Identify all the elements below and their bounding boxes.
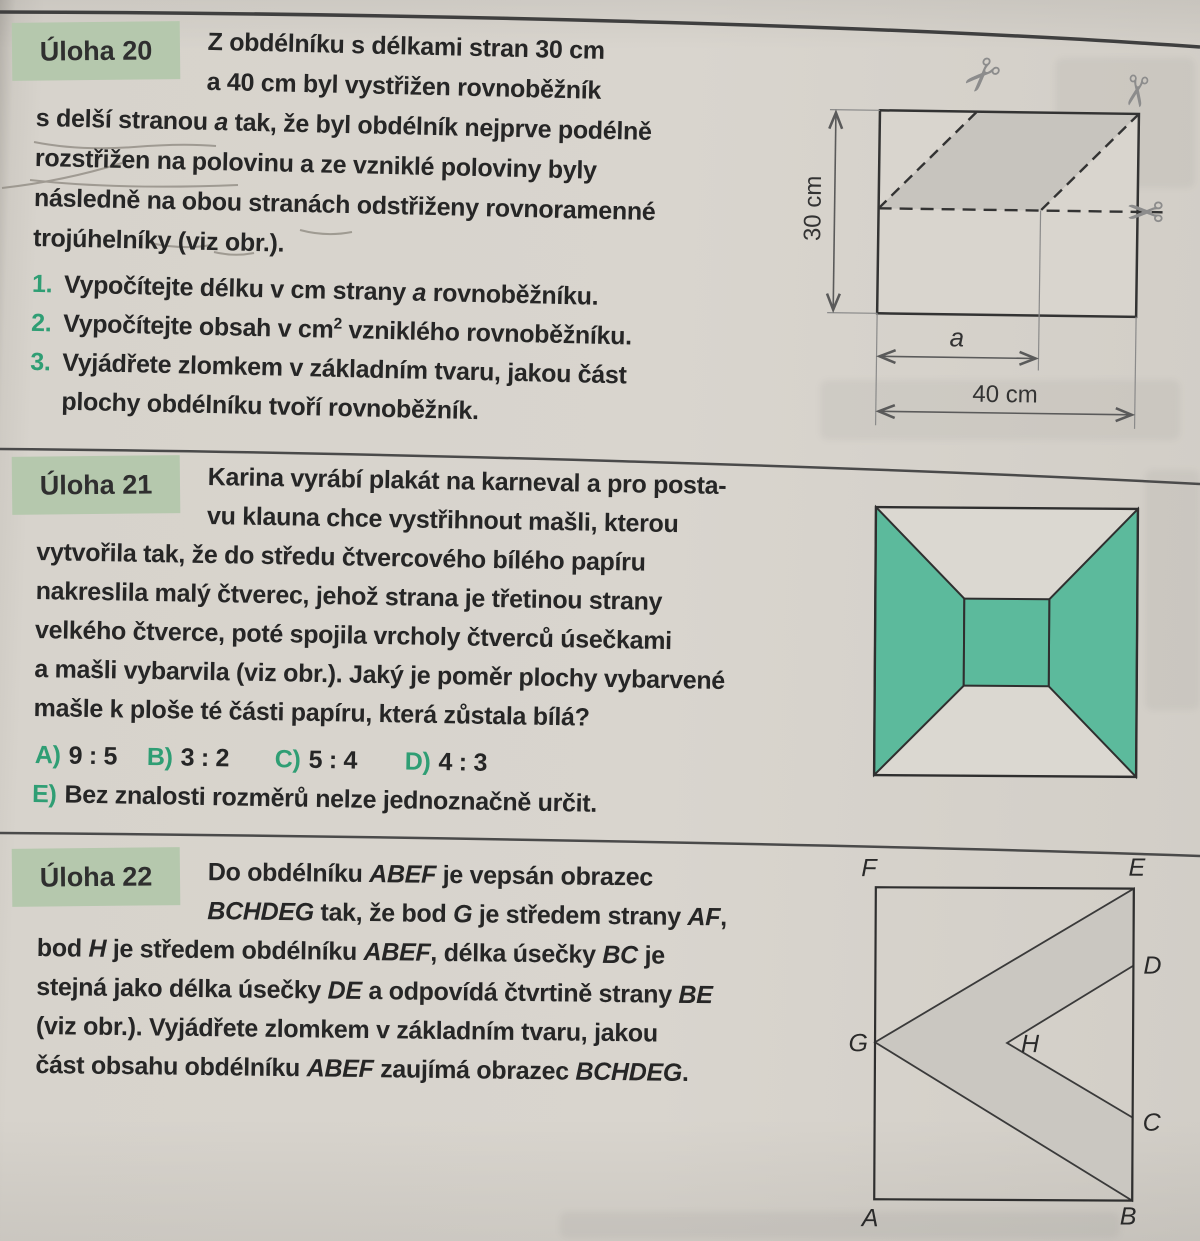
task21-line: mašle k ploše té části papíru, která zůstala bílá?	[33, 693, 590, 732]
task22-figure	[839, 854, 1200, 1241]
abef-diagram	[839, 854, 1200, 1241]
option-value: 3 : 2	[180, 743, 230, 773]
task21-text	[32, 460, 828, 833]
task22-line: část obsahu obdélníku ABEF zaujímá obrazec BCHDEG.	[35, 1050, 689, 1087]
point-label-c: C	[1142, 1108, 1161, 1137]
option-d	[405, 747, 488, 777]
option-value: 4 : 3	[438, 748, 488, 777]
dimension-a-label: a	[949, 322, 965, 353]
item-number: 3.	[30, 347, 51, 377]
point-label-a: A	[861, 1204, 879, 1233]
item-number: 2.	[30, 309, 52, 338]
task20-intro-line: rozstřižen na polovinu a ze vzniklé poloviny byly	[34, 143, 597, 185]
task21-line: velkého čtverce, poté spojila vrcholy čtverců úsečkami	[34, 615, 673, 656]
task21-label: Úloha 21	[12, 455, 181, 515]
task20-text	[29, 24, 828, 444]
dimension-a-arrow	[880, 356, 1036, 358]
scissors-icon: ✂	[1108, 69, 1164, 113]
point-label-f: F	[861, 854, 877, 883]
task20-intro-line: trojúhelníky (viz obr.).	[32, 223, 285, 258]
task20-list-item-continuation: plochy obdélníku tvoří rovnoběžník.	[61, 387, 479, 426]
task20-figure	[797, 52, 1200, 453]
bow-diagram	[859, 494, 1161, 796]
point-label-d: D	[1143, 951, 1162, 980]
task22-line: bod H je středem obdélníku ABEF, délka úsečky BC je	[36, 933, 665, 970]
dimension-30cm-arrow	[833, 113, 836, 310]
option-c	[275, 745, 358, 775]
bow-knot-square	[964, 599, 1050, 687]
task21-line: vytvořila tak, že do středu čtvercového bílého papíru	[36, 537, 646, 577]
option-value: 9 : 5	[68, 741, 118, 771]
cut-rectangle-diagram	[797, 52, 1200, 453]
task22-line: stejná jako délka úsečky DE a odpovídá čtvrtině strany BE	[36, 972, 713, 1010]
point-label-h: H	[1020, 1030, 1040, 1059]
task21-line: vu klauna chce vystřihnout mašli, kterou	[206, 501, 679, 539]
point-label-g: G	[848, 1029, 869, 1058]
item-text: Vypočítejte obsah v $cm^2$ vzniklého rovnoběžníku.	[62, 309, 633, 351]
scissors-icon: ✂	[1126, 184, 1165, 238]
task20-intro-line: a 40 cm byl vystřižen rovnoběžník	[206, 67, 602, 105]
option-value: Bez znalosti rozměrů nelze jednoznačně určit.	[64, 780, 598, 818]
task22-line: Do obdélníku ABEF je vepsán obrazec	[207, 858, 654, 892]
task22-label: Úloha 22	[12, 847, 181, 907]
point-label-e: E	[1128, 854, 1146, 882]
task22-line: (viz obr.). Vyjádřete zlomkem v základním tvaru, jakou	[35, 1011, 659, 1048]
dimension-30cm-label: 30 cm	[799, 175, 828, 242]
dimension-40cm-label: 40 cm	[972, 380, 1038, 409]
point-label-b: B	[1119, 1202, 1137, 1231]
task20-intro-line: následně na obou stranách odstřiženy rovnoramenné	[33, 183, 656, 227]
item-text: Vyjádřete zlomkem v základním tvaru, jakou část	[62, 348, 627, 390]
task21-line: Karina vyrábí plakát na karneval a pro posta-	[207, 462, 727, 501]
chevron-bchdeg	[874, 887, 1134, 1200]
item-text: Vypočítejte délku v cm strany a rovnoběžníku.	[63, 270, 599, 311]
task22-line: BCHDEG tak, že bod G je středem strany AF,	[207, 897, 728, 932]
option-letter: C)	[274, 745, 301, 774]
option-letter: E)	[31, 779, 57, 809]
dimension-40cm-arrow	[879, 411, 1132, 415]
task21-line: nakreslila malý čtverec, jehož strana je třetinou strany	[35, 576, 663, 616]
option-letter: B)	[146, 742, 173, 772]
option-a	[35, 741, 118, 771]
task20-intro-line: s delší stranou a tak, že byl obdélník nejprve podélně	[35, 103, 652, 146]
option-b	[147, 743, 230, 773]
option-value: 5 : 4	[308, 745, 358, 775]
task20-intro-line: Z obdélníku s délkami stran 30 cm	[207, 27, 606, 65]
task20-label: Úloha 20	[12, 21, 181, 81]
option-letter: D)	[404, 747, 431, 776]
option-letter: A)	[34, 740, 61, 770]
task21-figure	[859, 494, 1161, 796]
section-divider-2	[0, 833, 1200, 856]
task22-text	[35, 856, 828, 1100]
item-number: 1.	[31, 269, 53, 299]
task21-line: a mašli vybarvila (viz obr.). Jaký je poměr plochy vybarvené	[34, 654, 726, 696]
scissors-icon: ✂	[948, 42, 1014, 108]
